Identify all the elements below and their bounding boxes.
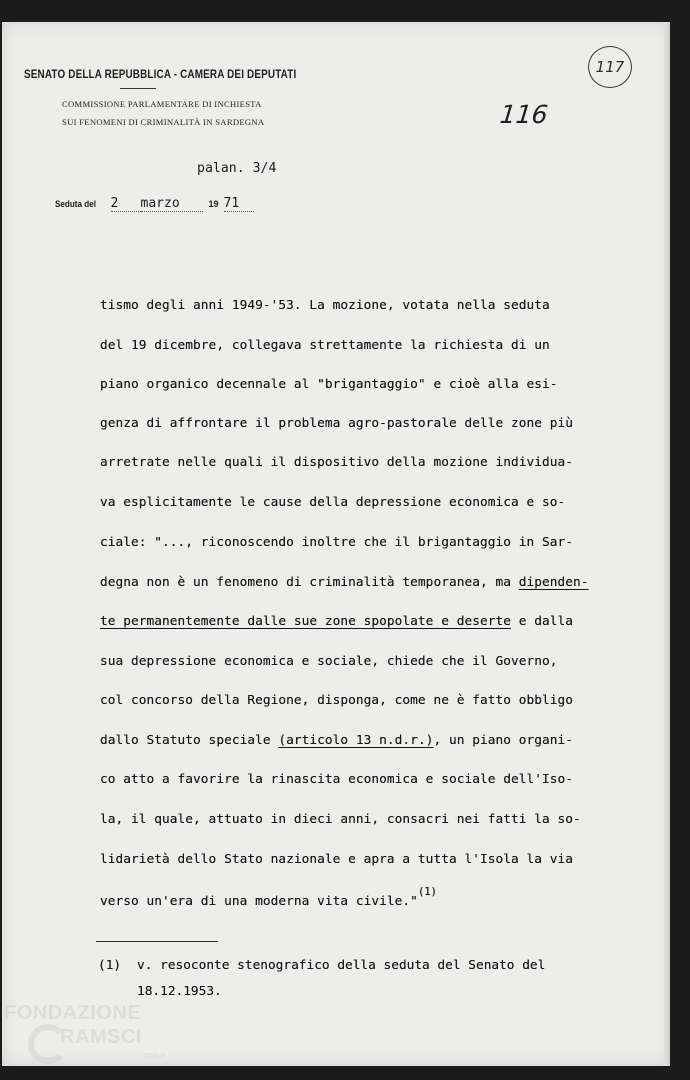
body-line: la, il quale, attuato in dieci anni, consacri nei fatti la so- [100,812,581,827]
body-line: piano organico decennale al "brigantaggio" e cioè alla esi- [100,377,558,392]
session-date [55,196,254,212]
body-line [100,733,600,748]
body-line: arretrate nelle quali il dispositivo della mozione individua- [100,455,574,470]
letterhead-title: SENATO DELLA REPUBBLICA - CAMERA DEI DEPUTATI [24,69,297,81]
body-line: col concorso della Regione, disponga, come ne è fatto obbligo [100,693,574,708]
underlined-text: dipenden- [518,575,589,590]
underlined-text: te permanentemente dalle sue zone spopolate e deserte [100,614,511,629]
body-text: , un piano organi- [433,733,574,748]
body-line: lidarietà dello Stato nazionale e apra a tutta l'Isola la via [100,852,574,867]
underlined-text: (articolo 13 n.d.r.) [278,733,434,748]
footnote-rule [96,941,218,942]
footnote-marker: (1) [98,958,122,973]
body-line: tismo degli anni 1949-'53. La mozione, votata nella seduta [100,298,550,313]
body-text: verso un'era di una moderna vita civile." [100,894,418,909]
watermark-line-1: FONDAZIONE [4,1002,142,1024]
session-century: 19 [208,199,219,209]
reference-code: palan. 3/4 [197,161,277,176]
session-year: 71 [224,196,254,212]
body-line: genza di affrontare il problema agro-pastorale delle zone più [100,416,574,431]
stamp-number: 117 [595,58,625,76]
body-line: va esplicitamente le cause della depressione economica e so- [100,495,566,510]
watermark-suffix: onlus [144,1050,166,1060]
archive-stamp [588,46,632,88]
session-label: Seduta del [55,199,96,209]
body-line: sua depressione economica e sociale, chiede che il Governo, [100,654,558,669]
body-line: co atto a favorire la rinascita economica e sociale dell'Iso- [100,772,574,787]
letterhead-rule [120,88,156,89]
body-line [100,886,600,909]
handwritten-page-number: 116 [498,100,550,129]
document-page [2,22,670,1066]
footnote-reference: (1) [417,886,438,898]
body-line: del 19 dicembre, collegava strettamente la richiesta di un [100,338,550,353]
watermark-line-2: RAMSCI [60,1026,142,1048]
commission-line-2: SUI FENOMENI DI CRIMINALITÀ IN SARDEGNA [62,117,265,127]
session-day: 2 [111,196,141,212]
body-line: ciale: "..., riconoscendo inoltre che il brigantaggio in Sar- [100,535,574,550]
body-line [100,575,600,590]
footnote-date: 18.12.1953. [137,984,222,999]
session-month: marzo [141,196,203,212]
body-text: dallo Statuto speciale [100,733,279,748]
commission-line-1: COMMISSIONE PARLAMENTARE DI INCHIESTA [62,99,262,109]
body-text: degna non è un fenomeno di criminalità temporanea, ma [100,575,519,590]
page-edge [664,22,670,1066]
footnote-text: v. resoconte stenografico della seduta del Senato del [137,958,546,973]
body-text: e dalla [510,614,574,629]
body-line [100,614,600,629]
archive-watermark [4,1002,166,1060]
